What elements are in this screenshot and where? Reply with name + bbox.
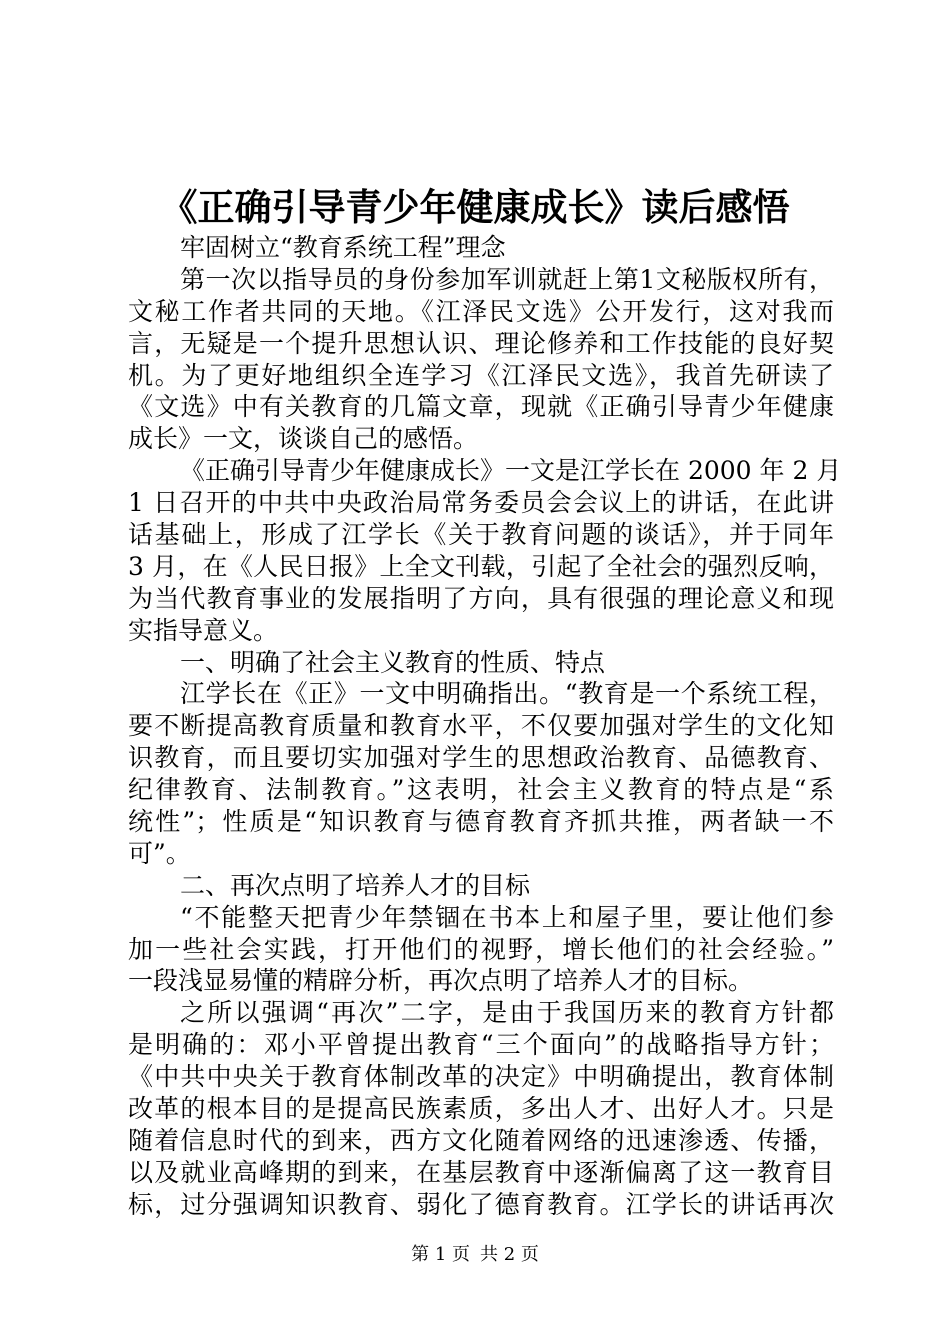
body-line: 一、明确了社会主义教育的性质、特点: [180, 647, 606, 677]
body-line: 牢固树立“教育系统工程”理念: [180, 233, 506, 262]
document-title: 《正确引导青少年健康成长》读后感悟: [160, 185, 790, 229]
body-line: 要不断提高教育质量和教育水平，不仅要加强对学生的文化知: [128, 711, 834, 741]
body-line: “不能整天把青少年禁锢在书本上和屋子里，要让他们参: [180, 902, 834, 932]
body-line: 为当代教育事业的发展指明了方向，具有很强的理论意义和现: [128, 583, 834, 613]
page-number: 第 1 页: [411, 1244, 470, 1265]
body-line: 以及就业高峰期的到来，在基层教育中逐渐偏离了这一教育目: [128, 1157, 834, 1187]
body-line: 话基础上，形成了江学长《关于教育问题的谈话》，并于同年: [128, 520, 834, 550]
body-line: 加一些社会实践，打开他们的视野，增长他们的社会经验。”: [128, 934, 834, 964]
body-line: 实指导意义。: [128, 615, 279, 645]
body-line: 《文选》中有关教育的几篇文章，现就《正确引导青少年健康: [128, 392, 834, 422]
body-line: 可”。: [128, 838, 191, 868]
body-line: 成长》一文，谈谈自己的感悟。: [128, 424, 479, 454]
body-line: 第一次以指导员的身份参加军训就赶上第1文秘版权所有，: [180, 264, 834, 294]
body-line: 《正确引导青少年健康成长》一文是江学长在 2000 年 2 月: [180, 456, 842, 486]
body-line: 二、再次点明了培养人才的目标: [180, 870, 531, 900]
body-line: 1 日召开的中共中央政治局常务委员会会议上的讲话，在此讲: [128, 488, 834, 518]
body-line: 随着信息时代的到来，西方文化随着网络的迅速渗透、传播，: [128, 1125, 834, 1155]
body-line: 江学长在《正》一文中明确指出。“教育是一个系统工程，: [180, 679, 834, 709]
body-line: 改革的根本目的是提高民族素质，多出人才、出好人才。只是: [128, 1094, 834, 1124]
body-line: 纪律教育、法制教育。”这表明，社会主义教育的特点是“系: [128, 775, 834, 805]
document-body: [128, 232, 842, 1221]
body-line: 言，无疑是一个提升思想认识、理论修养和工作技能的良好契: [128, 328, 834, 358]
page-footer: [0, 1243, 950, 1267]
body-line: 统性”；性质是“知识教育与德育教育齐抓共推，两者缺一不: [128, 807, 834, 837]
body-line: 之所以强调“再次”二字，是由于我国历来的教育方针都: [180, 998, 834, 1028]
body-line: 3 月，在《人民日报》上全文刊载，引起了全社会的强烈反响，: [128, 551, 834, 581]
body-line: 《中共中央关于教育体制改革的决定》中明确提出，教育体制: [128, 1062, 834, 1092]
body-line: 是明确的：邓小平曾提出教育“三个面向”的战略指导方针；: [128, 1030, 834, 1060]
body-line: 识教育，而且要切实加强对学生的思想政治教育、品德教育、: [128, 743, 834, 773]
body-line: 机。为了更好地组织全连学习《江泽民文选》，我首先研读了: [128, 360, 834, 390]
body-line: 文秘工作者共同的天地。《江泽民文选》公开发行，这对我而: [128, 296, 834, 326]
body-line: 一段浅显易懂的精辟分析，再次点明了培养人才的目标。: [128, 966, 754, 996]
body-line: 标，过分强调知识教育、弱化了德育教育。江学长的讲话再次: [128, 1189, 834, 1219]
page-total: 共 2 页: [480, 1244, 539, 1265]
